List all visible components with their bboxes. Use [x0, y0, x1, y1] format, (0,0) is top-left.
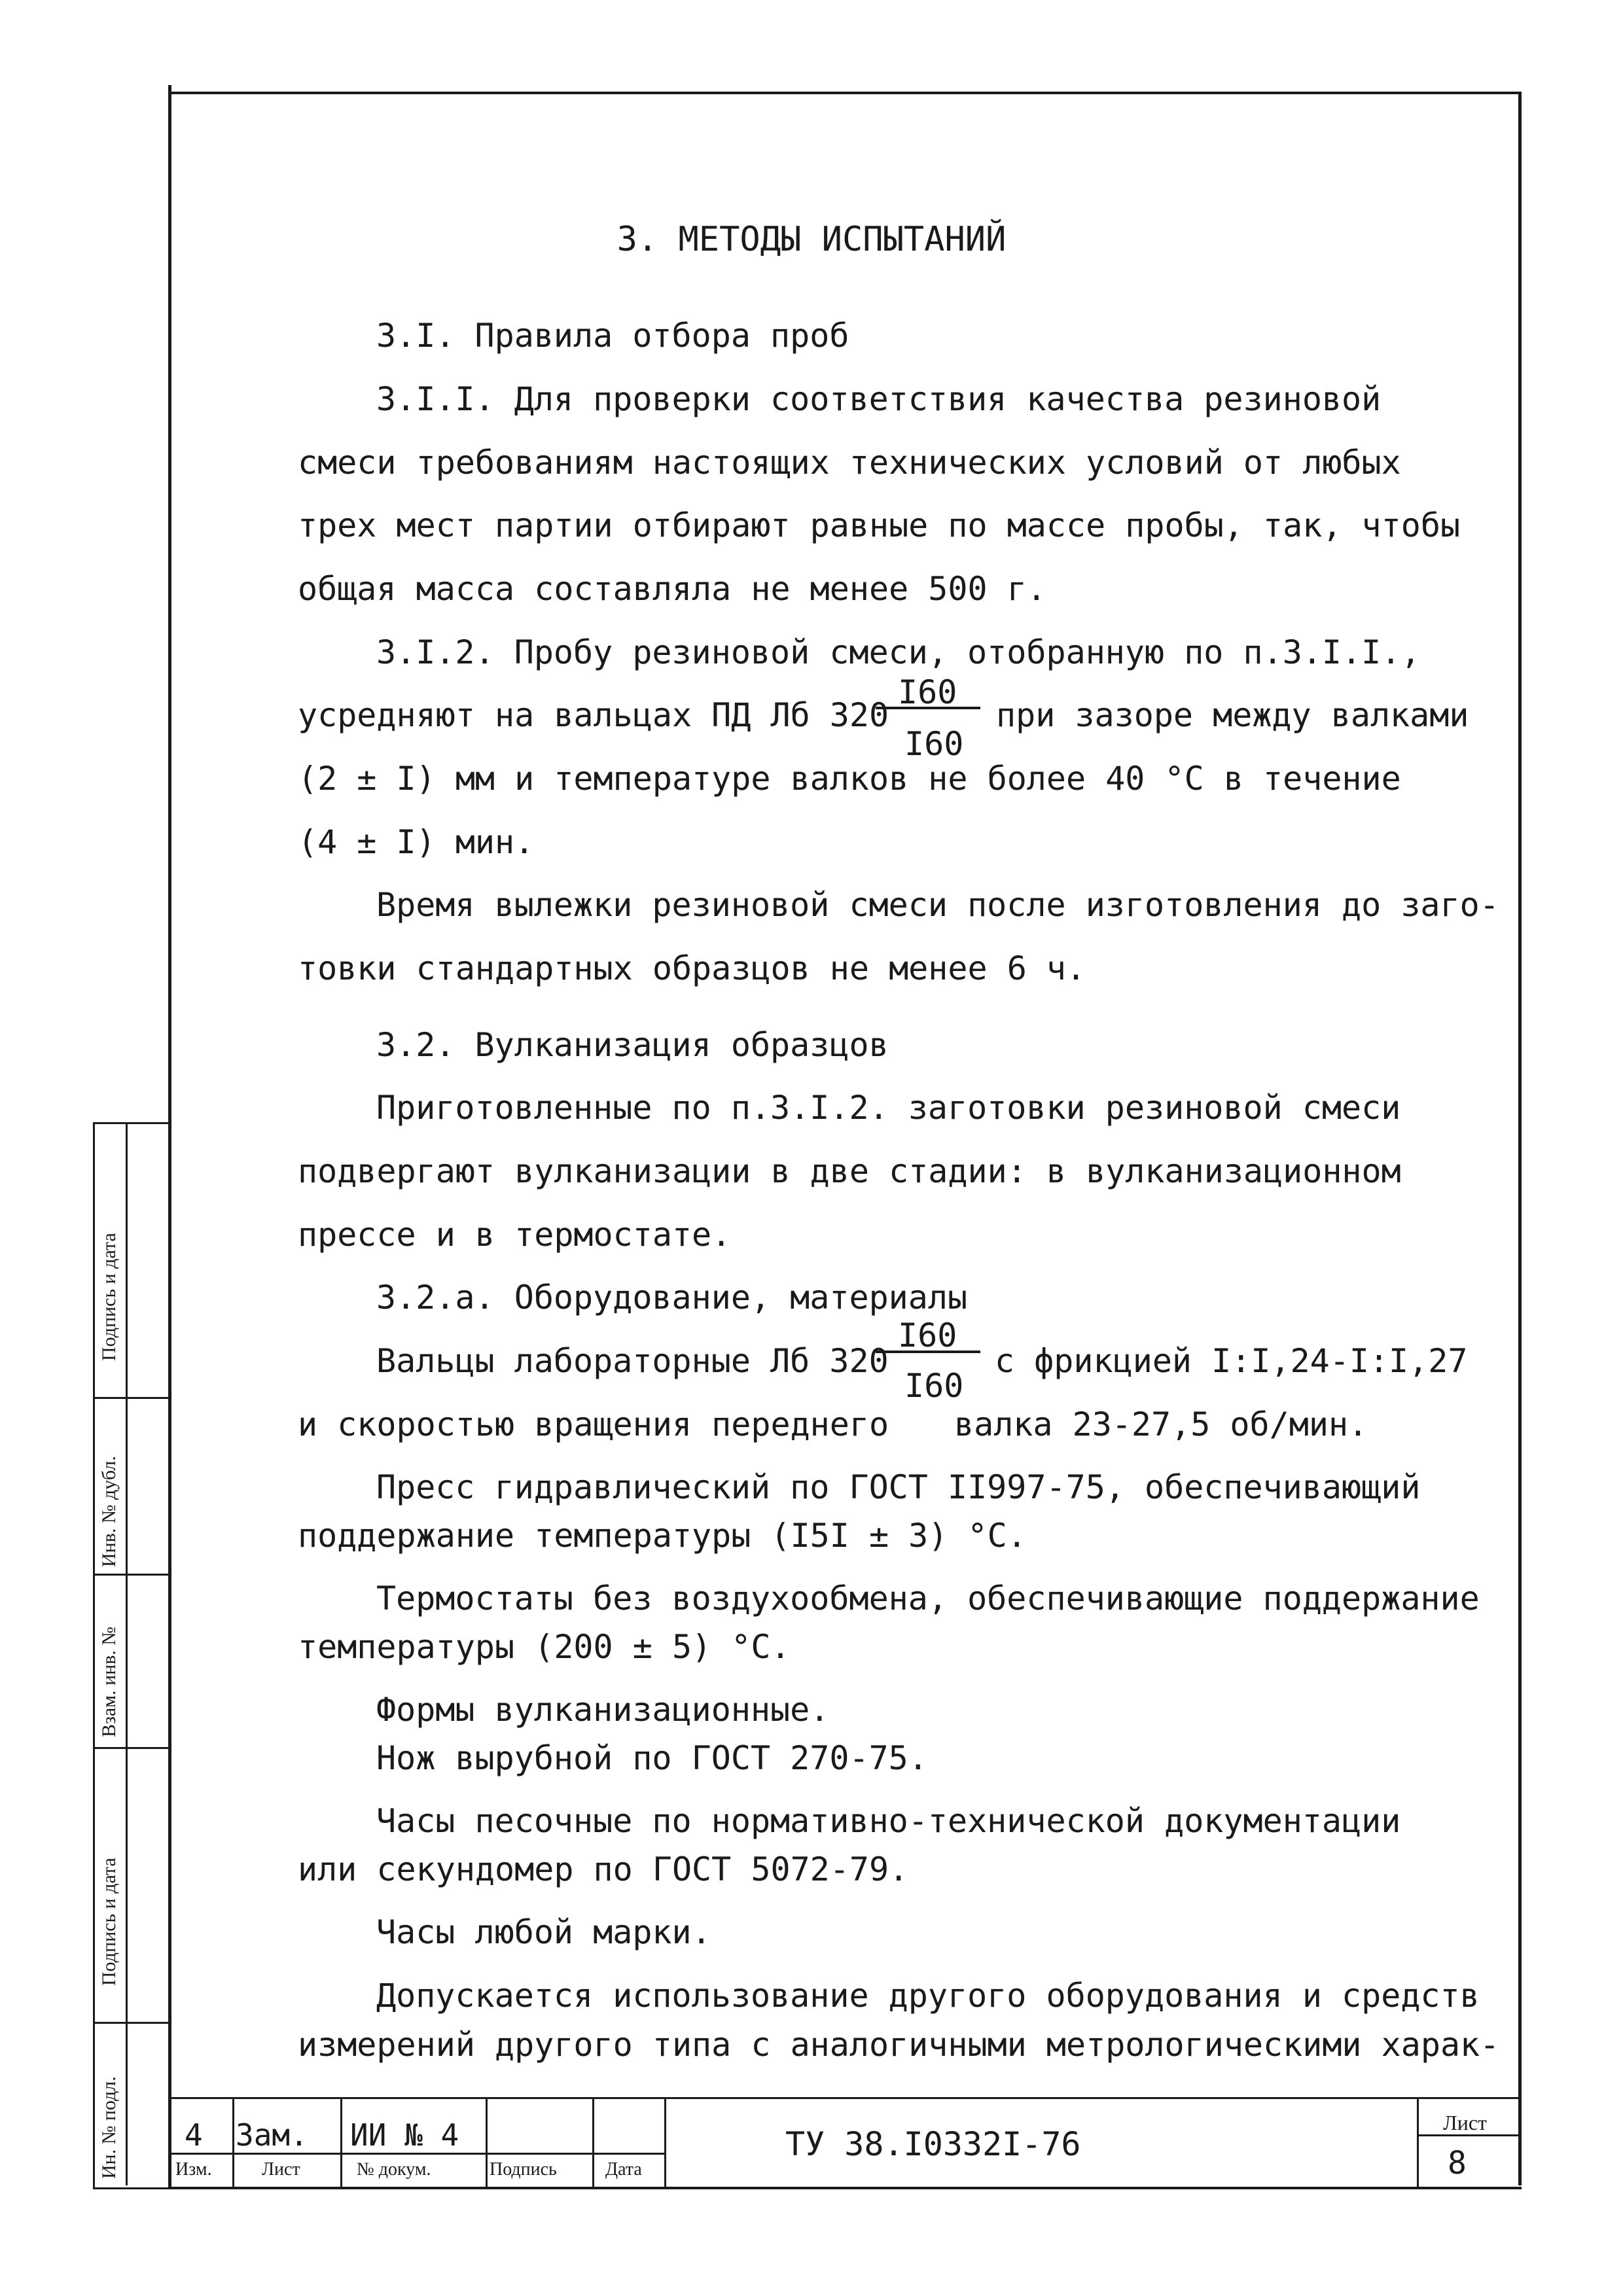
- document-designation: ТУ 38.I0332I-76: [785, 2125, 1081, 2163]
- paragraph-line: смеси требованиям настоящих технических условий от любых: [298, 444, 1401, 482]
- side-stamp-divider: [126, 1122, 128, 2185]
- sheet-number: 8: [1448, 2145, 1467, 2181]
- fraction-bar: [876, 707, 980, 709]
- subsection-3-2: 3.2. Вулканизация образцов: [376, 1026, 889, 1064]
- title-block-izm-value: 4: [185, 2117, 203, 2153]
- paragraph-line: Пресс гидравлический по ГОСТ II997-75, обеспечивающий: [376, 1468, 1421, 1506]
- paragraph-line: при зазоре между валками: [996, 696, 1469, 734]
- title-block-doc-value: ИИ № 4: [350, 2117, 459, 2153]
- title-block-col: [232, 2097, 234, 2187]
- caption-list: Лист: [262, 2159, 300, 2180]
- title-block-col: [664, 2097, 666, 2187]
- title-block-top-line: [168, 2097, 1522, 2099]
- title-block-caption-line: [168, 2153, 664, 2155]
- paragraph-line: трех мест партии отбирают равные по массе пробы, так, чтобы: [298, 506, 1461, 544]
- caption-signature: Подпись: [490, 2159, 557, 2180]
- paragraph-line: температуры (200 ± 5) °С.: [298, 1628, 791, 1666]
- paragraph-line: (4 ± I) мин.: [298, 823, 535, 861]
- caption-doc-number: № докум.: [357, 2159, 431, 2180]
- paragraph-line: с фрикцией I:I,24-I:I,27: [995, 1342, 1468, 1380]
- paragraph-line: Приготовленные по п.3.I.2. заготовки резиновой смеси: [376, 1089, 1401, 1127]
- section-heading: 3. МЕТОДЫ ИСПЫТАНИЙ: [616, 220, 1007, 259]
- side-label-signature-date: Подпись и дата: [98, 1233, 120, 1361]
- paragraph-line: валка 23-27,5 об/мин.: [954, 1405, 1368, 1443]
- side-stamp-divider: [93, 1122, 95, 2185]
- paragraph-line: Часы любой марки.: [376, 1913, 711, 1951]
- title-block-sheet-row: [1417, 2134, 1522, 2136]
- sheet-label: Лист: [1443, 2111, 1488, 2134]
- fraction-bar: [876, 1351, 980, 1353]
- side-stamp-divider: [93, 1747, 168, 1749]
- paragraph-line: Вальцы лабораторные Лб 320: [376, 1342, 889, 1380]
- title-block-list-value: Зам.: [236, 2117, 308, 2153]
- paragraph-line: прессе и в термостате.: [298, 1216, 732, 1254]
- paragraph-line: Термостаты без воздухообмена, обеспечивающие поддержание: [376, 1580, 1480, 1617]
- side-label-dup-inv: Инв. № дубл.: [98, 1456, 120, 1567]
- fraction-numerator: I60: [898, 673, 957, 711]
- paragraph-line: Часы песочные по нормативно-технической документации: [376, 1802, 1401, 1840]
- fraction-denominator: I60: [904, 725, 964, 763]
- side-stamp-divider: [93, 1397, 168, 1399]
- paragraph-line: и скоростью вращения переднего: [298, 1405, 889, 1443]
- frame-right-border: [1518, 92, 1522, 2185]
- title-block-col: [340, 2097, 342, 2187]
- paragraph-line: Время вылежки резиновой смеси после изготовления до заго-: [376, 886, 1499, 924]
- paragraph-line: Формы вулканизационные.: [376, 1691, 830, 1729]
- fraction-denominator: I60: [904, 1367, 964, 1405]
- paragraph-line: общая масса составляла не менее 500 г.: [298, 570, 1046, 608]
- frame-top-border: [168, 92, 1522, 94]
- side-label-original-inv: Ин. № подл.: [98, 2076, 120, 2179]
- subsection-3-1: 3.I. Правила отбора проб: [376, 317, 849, 355]
- paragraph-line: измерений другого типа с аналогичными метрологическими харак-: [298, 2026, 1500, 2064]
- frame-bottom-border: [168, 2187, 1522, 2189]
- title-block-sheet-col: [1417, 2097, 1419, 2187]
- title-block-col: [486, 2097, 488, 2187]
- title-block-col: [592, 2097, 594, 2187]
- fraction-numerator: I60: [898, 1316, 957, 1354]
- caption-izm: Изм.: [175, 2159, 212, 2180]
- caption-date: Дата: [605, 2159, 642, 2180]
- paragraph-line: 3.I.2. Пробу резиновой смеси, отобранную по п.3.I.I.,: [376, 633, 1421, 671]
- side-label-signature-date: Подпись и дата: [98, 1858, 120, 1986]
- paragraph-line: Допускается использование другого оборудования и средств: [376, 1977, 1480, 2015]
- paragraph-line: усредняют на вальцах ПД Лб 320: [298, 696, 889, 734]
- paragraph-line: поддержание температуры (I5I ± 3) °С.: [298, 1517, 1027, 1555]
- paragraph-line: или секундомер по ГОСТ 5072-79.: [298, 1850, 909, 1888]
- side-label-replacement-inv: Взам. инв. №: [98, 1626, 120, 1737]
- paragraph-line: товки стандартных образцов не менее 6 ч.: [298, 949, 1086, 987]
- paragraph-line: 3.I.I. Для проверки соответствия качества резиновой: [376, 380, 1382, 418]
- paragraph-line: Нож вырубной по ГОСТ 270-75.: [376, 1739, 928, 1777]
- paragraph-line: подвергают вулканизации в две стадии: в вулканизационном: [298, 1152, 1401, 1190]
- subsection-3-2-a: 3.2.а. Оборудование, материалы: [376, 1279, 968, 1316]
- side-stamp-divider: [93, 2022, 168, 2024]
- side-stamp-divider: [93, 1574, 168, 1576]
- paragraph-line: (2 ± I) мм и температуре валков не более 40 °С в течение: [298, 760, 1401, 798]
